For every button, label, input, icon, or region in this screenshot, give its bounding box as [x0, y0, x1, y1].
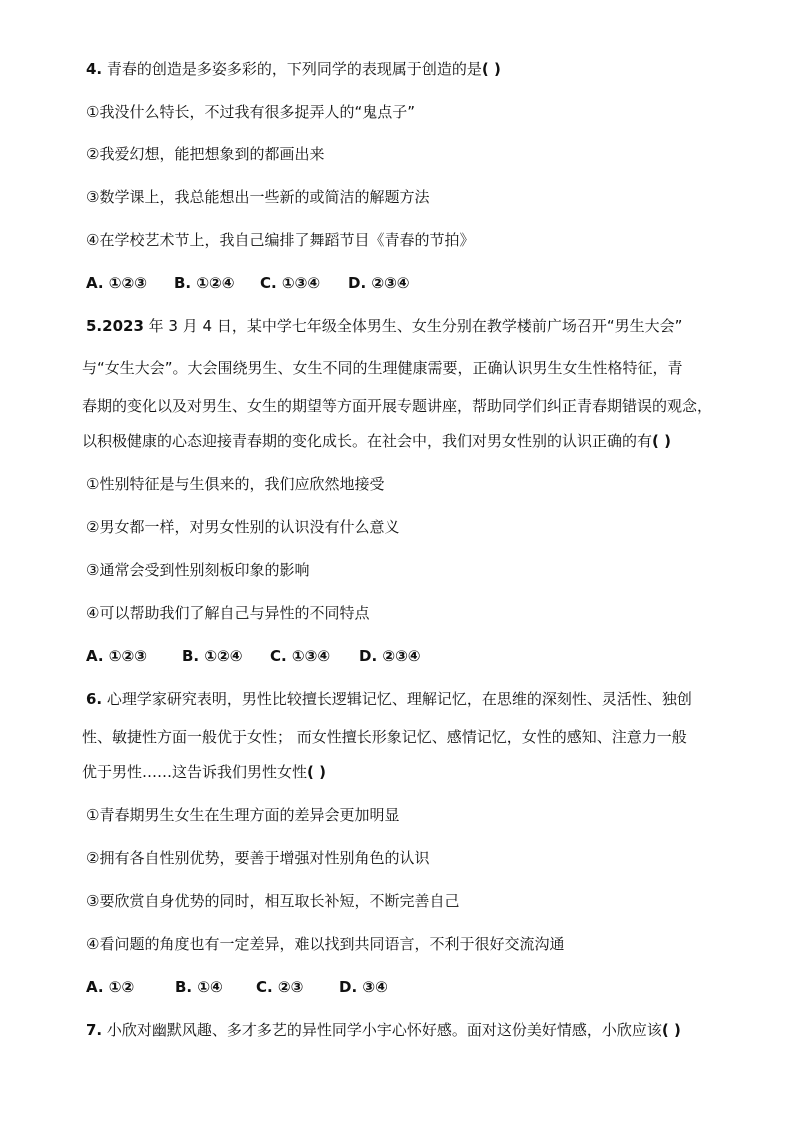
question-6-stem-line-1: 6. 心理学家研究表明，男性比较擅长逻辑记忆、理解记忆，在思维的深刻性、灵活性、独创 [86, 690, 692, 708]
question-5-stem-line-4-text: 以积极健康的心态迎接青春期的变化成长。在社会中，我们对男女性别的认识正确的有 [82, 432, 653, 450]
choice-d: D. ③④ [339, 978, 388, 996]
question-6-stem-line-3-text: 优于男性……这告诉我们男性女性 [82, 763, 308, 781]
question-4-option-4: ④在学校艺术节上，我自己编排了舞蹈节目《青春的节拍》 [86, 231, 475, 249]
question-7-stem-text: 7. 小欣对幽默风趣、多才多艺的异性同学小宇心怀好感。面对这份美好情感，小欣应该 [86, 1021, 662, 1039]
question-5-option-1: ①性别特征是与生俱来的，我们应欣然地接受 [86, 475, 385, 493]
question-6-option-4: ④看问题的角度也有一定差异，难以找到共同语言，不利于很好交流沟通 [86, 935, 565, 953]
question-5-stem-line-1: 5.2023 年 3 月 4 日，某中学七年级全体男生、女生分别在教学楼前广场召开“男生大会” [86, 317, 683, 335]
choice-d: D. ②③④ [348, 274, 410, 292]
question-number: 5.2023 [86, 317, 144, 335]
answer-paren: ( ) [652, 432, 671, 450]
choice-b: B. ①④ [175, 978, 223, 996]
question-4-option-1: ①我没什么特长，不过我有很多捉弄人的“鬼点子” [86, 103, 415, 121]
choice-a: A. ①② [86, 978, 135, 996]
question-number: 6. [86, 690, 103, 708]
question-6-stem-line-2: 性、敏捷性方面一般优于女性； 而女性擅长形象记忆、感情记忆，女性的感知、注意力一般 [82, 728, 687, 746]
question-5-option-3: ③通常会受到性别刻板印象的影响 [86, 561, 310, 579]
choice-a: A. ①②③ [86, 647, 147, 665]
choice-c: C. ②③ [256, 978, 304, 996]
question-5-option-4: ④可以帮助我们了解自己与异性的不同特点 [86, 604, 370, 622]
choice-b: B. ①②④ [174, 274, 235, 292]
question-6-choices [86, 977, 388, 997]
choice-c: C. ①③④ [270, 647, 331, 665]
question-4-option-2: ②我爱幻想，能把想象到的都画出来 [86, 145, 325, 163]
question-6-option-3: ③要欣赏自身优势的同时，相互取长补短，不断完善自己 [86, 892, 460, 910]
question-number: 7. [86, 1021, 103, 1039]
question-number: 4. [86, 60, 103, 78]
choice-b: B. ①②④ [182, 647, 243, 665]
question-4-stem [86, 59, 501, 79]
question-4-choices [86, 273, 409, 293]
question-4-option-3: ③数学课上，我总能想出一些新的或简洁的解题方法 [86, 188, 430, 206]
question-7-stem [86, 1020, 681, 1040]
choice-c: C. ①③④ [260, 274, 321, 292]
question-6-option-1: ①青春期男生女生在生理方面的差异会更加明显 [86, 806, 400, 824]
question-6-option-2: ②拥有各自性别优势，要善于增强对性别角色的认识 [86, 849, 430, 867]
question-6-stem-line-3 [82, 762, 326, 782]
choice-d: D. ②③④ [359, 647, 421, 665]
answer-paren: ( ) [481, 60, 501, 78]
question-5-stem-line-4 [82, 431, 671, 451]
question-5-stem-line-3: 春期的变化以及对男生、女生的期望等方面开展专题讲座，帮助同学们纠正青春期错误的观念， [82, 397, 713, 415]
question-5-choices [86, 646, 420, 666]
choice-a: A. ①②③ [86, 274, 147, 292]
question-4-stem-text: 4. 青春的创造是多姿多彩的，下列同学的表现属于创造的是 [86, 60, 482, 78]
question-5-option-2: ②男女都一样，对男女性别的认识没有什么意义 [86, 518, 400, 536]
answer-paren: ( ) [661, 1021, 681, 1039]
question-5-stem-line-2: 与“女生大会”。大会围绕男生、女生不同的生理健康需要，正确认识男生女生性格特征，青 [82, 359, 683, 377]
answer-paren: ( ) [307, 763, 326, 781]
